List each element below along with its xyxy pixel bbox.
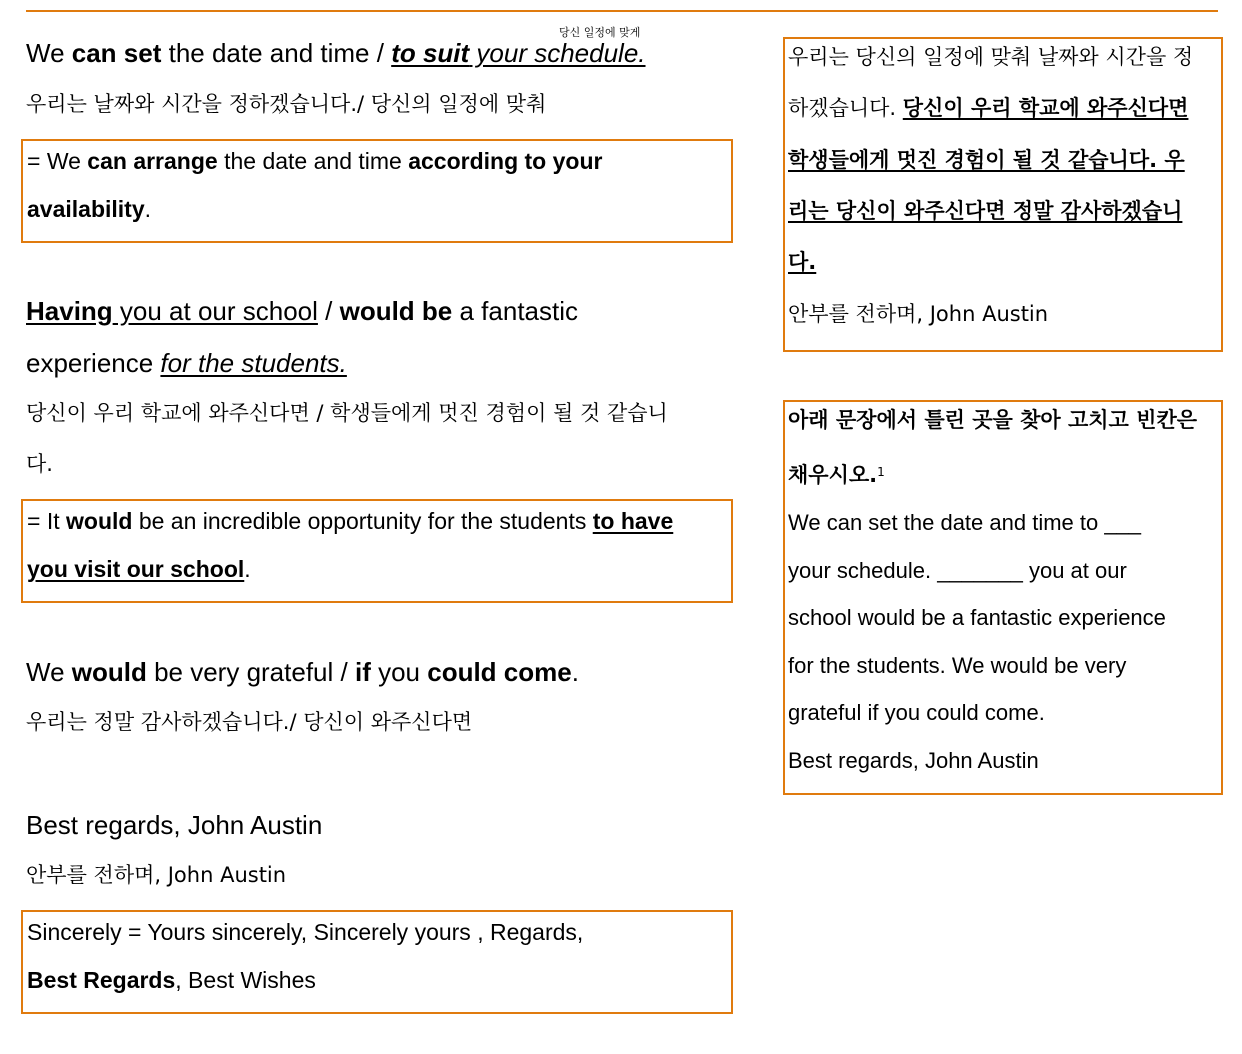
exercise-box	[783, 400, 1223, 795]
exercise-line-2: your schedule. _______ you at our	[788, 558, 1127, 583]
full-translation-line-2: 하겠습니다. 당신이 우리 학교에 와주신다면	[788, 96, 1189, 120]
sentence-1: We can set the date and time / to suit your schedule.	[26, 38, 646, 68]
exercise-instruction-line-2: 채우시오.$^1$	[788, 463, 885, 487]
closing-alternatives-line-1: Sincerely = Yours sincerely, Sincerely yours , Regards,	[27, 919, 584, 945]
paraphrase-1-line-2: availability.	[27, 196, 152, 222]
paraphrase-2-line-1: = It would be an incredible opportunity for the students to have	[27, 508, 674, 534]
top-rule	[26, 10, 1218, 12]
exercise-line-3: school would be a fantastic experience	[788, 605, 1166, 630]
sentence-3: We would be very grateful / if you could come.	[26, 657, 579, 687]
sentence-2-line-2: experience for the students.	[26, 348, 347, 378]
exercise-line-5: grateful if you could come.	[788, 700, 1045, 725]
closing-alternatives-box	[21, 910, 733, 1014]
exercise-line-1: We can set the date and time to ___	[788, 510, 1142, 535]
full-translation-box	[783, 37, 1223, 352]
closing-alternatives-line-2: Best Regards, Best Wishes	[27, 967, 316, 993]
translation-2-line-1: 당신이 우리 학교에 와주신다면 / 학생들에게 멋진 경험이 될 것 같습니	[26, 401, 668, 425]
paraphrase-1-line-1: = We can arrange the date and time according to your	[27, 148, 603, 174]
full-translation-line-5: 다.	[788, 250, 817, 274]
translation-2-line-2: 다.	[26, 452, 53, 476]
exercise-line-6: Best regards, John Austin	[788, 748, 1039, 773]
translation-1: 우리는 날짜와 시간을 정하겠습니다./ 당신의 일정에 맞춰	[26, 92, 547, 116]
closing-line: Best regards, John Austin	[26, 810, 323, 840]
exercise-instruction-line-1: 아래 문장에서 틀린 곳을 찾아 고치고 빈칸은	[788, 408, 1198, 432]
gloss-annotation: 당신 일정에 맞게	[559, 26, 641, 39]
full-translation-line-1: 우리는 당신의 일정에 맞춰 날짜와 시간을 정	[788, 45, 1194, 69]
exercise-line-4: for the students. We would be very	[788, 653, 1127, 678]
paraphrase-box-2	[21, 499, 733, 603]
translation-3: 우리는 정말 감사하겠습니다./ 당신이 와주신다면	[26, 710, 473, 734]
sentence-2-line-1: Having you at our school / would be a fantastic	[26, 296, 578, 326]
full-translation-line-3: 학생들에게 멋진 경험이 될 것 같습니다. 우	[788, 148, 1185, 172]
paraphrase-2-line-2: you visit our school.	[27, 556, 251, 582]
full-translation-line-4: 리는 당신이 와주신다면 정말 감사하겠습니	[788, 199, 1183, 223]
closing-translation: 안부를 전하며, John Austin	[26, 863, 287, 887]
footnote-marker: 1	[877, 465, 885, 479]
full-translation-line-6: 안부를 전하며, John Austin	[788, 302, 1049, 326]
paraphrase-box-1	[21, 139, 733, 243]
